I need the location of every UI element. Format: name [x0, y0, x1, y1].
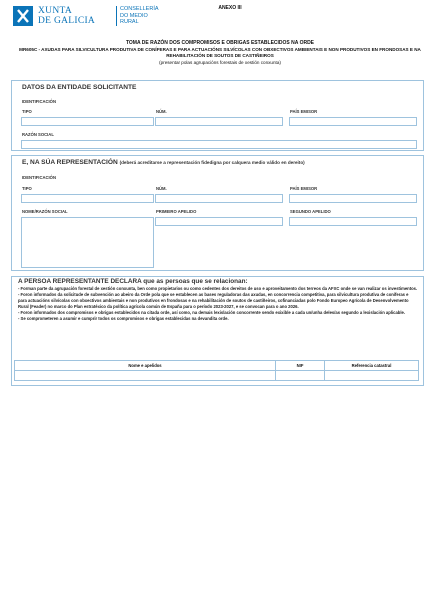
rep-number-field[interactable]	[155, 194, 283, 203]
rep-type-label: TIPO	[22, 186, 32, 191]
member-cadastral-cell[interactable]	[325, 371, 419, 381]
representative-section-title	[22, 159, 305, 166]
member-nif-cell[interactable]	[276, 371, 325, 381]
rep-number-label: NÚM.	[156, 186, 167, 191]
applicant-number-field[interactable]	[155, 117, 283, 126]
annex-label: ANEXO III	[218, 5, 242, 11]
logo-name: XUNTA DE GALICIA	[38, 6, 96, 26]
declaration-title: A PERSOA REPRESENTANTE DECLARA que as persoas que se relacionan:	[18, 278, 248, 285]
rep-country-field[interactable]	[289, 194, 417, 203]
rep-first-surname-field[interactable]	[155, 217, 283, 226]
representative-section	[11, 155, 424, 271]
applicant-type-label: TIPO	[22, 109, 32, 114]
col-cadastral-header: Referencia catastral	[325, 361, 419, 371]
rep-name-label: NOME/RAZÓN SOCIAL	[22, 209, 68, 214]
members-table-header	[15, 361, 419, 371]
declaration-item-2: - Foron informados da solicitude de subvención ao abeiro da Orde pola que se establecen as bases reguladoras das axudas, en concorrencia competitiva, para silvicultura produtiva de coníferas e para actuacións silvícolas con obxectivos ambientais e non produtivos en frondosas e na rehabilitación de soutos de castiñeiros, cofinanciadas polo Fondo Europeo Agrícola de Desenvolvemento Rural (Feader) no marco do Plan estratéxico da política agrícola común de España para o período 2023-2027, e se convocan para o ano 2026.	[18, 292, 409, 310]
rep-identification-label: IDENTIFICACIÓN	[22, 175, 56, 180]
col-nif-header: NIF	[276, 361, 325, 371]
applicant-number-label: NÚM.	[156, 109, 167, 114]
logo-department: CONSELLERÍA DO MEDIO RURAL	[116, 6, 159, 26]
applicant-company-name-field[interactable]	[21, 140, 417, 149]
rep-type-field[interactable]	[21, 194, 154, 203]
members-table	[14, 360, 419, 381]
declaration-text	[18, 278, 418, 323]
declaration-item-4: - Se comprometeren a asumir e cumprir todos os compromisos e obrigas establecidas na devandita orde.	[18, 316, 229, 322]
representative-title-text: E, NA SÚA REPRESENTACIÓN	[22, 159, 118, 166]
xunta-emblem-icon	[12, 5, 34, 27]
rep-first-surname-label: PRIMEIRO APELIDO	[156, 209, 197, 214]
rep-second-surname-label: SEGUNDO APELIDO	[290, 209, 331, 214]
form-main-title: TOMA DE RAZÓN DOS COMPROMISOS E OBRIGAS ESTABLECIDOS NA ORDE	[125, 40, 315, 46]
applicant-section-title: DATOS DA ENTIDADE SOLICITANTE	[22, 84, 137, 91]
applicant-company-name-label: RAZÓN SOCIAL	[22, 132, 54, 137]
form-note: (presentar polas agrupacións forestais de xestión conxunta)	[159, 59, 281, 65]
members-table-row	[15, 371, 419, 381]
col-name-header: Nome e apelidos	[15, 361, 276, 371]
xunta-logo	[12, 4, 159, 32]
declaration-item-1: - Forman parte da agrupación forestal de xestión conxunta, ben como propietarios ou como cedentes dos dereitos de uso e aproveitamento dos terreos da AFXC onde se van realizar os investimentos.	[18, 286, 418, 291]
form-title	[16, 40, 424, 66]
form-procedure: MR605C - AXUDAS PARA SILVICULTURA PRODUTIVA DE CONÍFERAS E PARA ACTUACIÓNS SILVÍCOLAS CON OBXECTIVOS AMBIENTAIS E NON PRODUTIVOS EN FRONDOSAS E NA REHABILITACIÓN DE SOUTOS DE CASTIÑEIROS	[19, 46, 421, 59]
representative-title-note: (deberá acreditarse a representación fidedigna por calquera medio válido en dereito)	[119, 160, 305, 165]
applicant-country-label: PAÍS EMISOR	[290, 109, 318, 114]
applicant-country-field[interactable]	[289, 117, 417, 126]
rep-second-surname-field[interactable]	[289, 217, 417, 226]
rep-country-label: PAÍS EMISOR	[290, 186, 318, 191]
applicant-identification-label: IDENTIFICACIÓN	[22, 99, 56, 104]
applicant-section	[11, 80, 424, 151]
rep-name-field[interactable]	[21, 217, 154, 268]
applicant-type-field[interactable]	[21, 117, 154, 126]
member-name-cell[interactable]	[15, 371, 276, 381]
declaration-item-3: - Foron informados dos compromisos e obrigas establecidos na citada orde, así como, na demais lexislación concorrente sendo exixible a cada un/unha deles/as segundo a lexislación aplicable.	[18, 310, 405, 316]
